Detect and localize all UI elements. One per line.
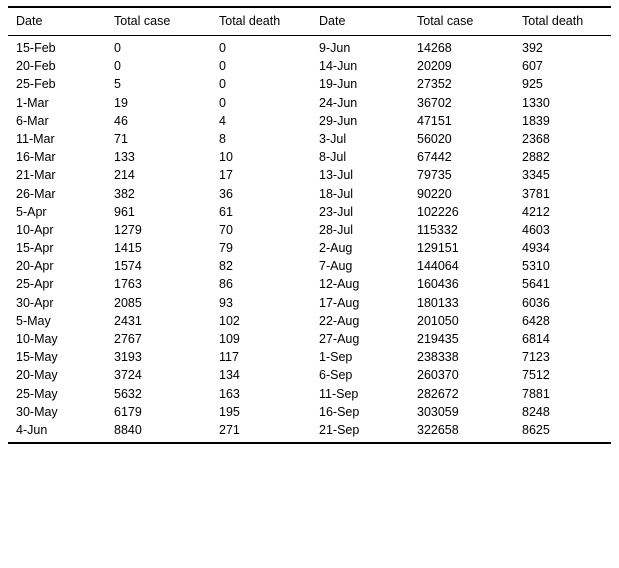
table-cell: 30-May: [16, 404, 58, 419]
table-cell: 7123: [522, 350, 550, 365]
table-cell: 3345: [522, 168, 550, 183]
table-cell: 25-May: [16, 386, 58, 401]
table-cell: 133: [114, 150, 135, 165]
table-cell: 5-May: [16, 313, 51, 328]
table-cell: 3193: [114, 350, 142, 365]
table-cell: 17-Aug: [319, 295, 360, 310]
table-cell: 8: [219, 131, 226, 146]
table-cell: 30-Apr: [16, 295, 54, 310]
table-cell: 1279: [114, 222, 142, 237]
table-row: [8, 148, 611, 166]
table-cell: 2767: [114, 332, 142, 346]
table-cell: 180133: [417, 295, 459, 310]
table-cell: 86: [219, 277, 233, 292]
table-cell: 10-May: [16, 332, 58, 346]
table-cell: 7881: [522, 386, 550, 401]
table-cell: 2882: [522, 150, 550, 165]
table-cell: 214: [114, 168, 135, 183]
table-cell: 5310: [522, 259, 550, 274]
table-cell: 46: [114, 113, 128, 128]
table-cell: 0: [219, 41, 226, 55]
table-cell: 14268: [417, 41, 452, 55]
table-cell: 607: [522, 59, 543, 74]
table-cell: 11-Mar: [16, 131, 55, 146]
covid-case-death-table: [8, 6, 611, 444]
table-cell: 70: [219, 222, 233, 237]
table-cell: 13-Jul: [319, 168, 354, 183]
table-cell: 0: [219, 77, 226, 92]
table-cell: 15-May: [16, 350, 58, 365]
table-row: [8, 384, 611, 402]
table-row: [8, 330, 611, 348]
table-cell: 1574: [114, 259, 142, 274]
column-header-total-death-2: Total death: [514, 7, 611, 36]
table-cell: 6428: [522, 313, 550, 328]
table-row: [8, 112, 611, 130]
table-cell: 6-Mar: [16, 113, 49, 128]
table-row: [8, 348, 611, 366]
table-cell: 0: [114, 41, 121, 55]
table-cell: 3781: [522, 186, 550, 201]
table-cell: 36702: [417, 95, 452, 110]
table-cell: 20-Feb: [16, 59, 56, 74]
table-cell: 102: [219, 313, 240, 328]
table-cell: 14-Jun: [319, 59, 358, 74]
table-cell: 29-Jun: [319, 113, 358, 128]
table-cell: 18-Jul: [319, 186, 354, 201]
table-row: [8, 75, 611, 93]
table-cell: 260370: [417, 368, 459, 383]
table-row: [8, 421, 611, 443]
table-cell: 925: [522, 77, 543, 92]
table-cell: 5632: [114, 386, 142, 401]
table-cell: 22-Aug: [319, 313, 360, 328]
table-cell: 7-Aug: [319, 259, 353, 274]
table-cell: 20-Apr: [16, 259, 54, 274]
table-header: [8, 7, 611, 36]
table-cell: 71: [114, 131, 128, 146]
table-cell: 82: [219, 259, 233, 274]
table-row: [8, 93, 611, 111]
table-cell: 21-Sep: [311, 421, 409, 443]
table-cell: 90220: [417, 186, 452, 201]
table-cell: 10-Apr: [16, 222, 54, 237]
table-cell: 1-Mar: [16, 95, 49, 110]
table-row: [8, 294, 611, 312]
table-cell: 282672: [417, 386, 459, 401]
table-row: [8, 184, 611, 202]
table-row: [8, 312, 611, 330]
column-header-date-2: Date: [311, 7, 409, 36]
table-cell: 392: [522, 41, 543, 55]
table-cell: 322658: [409, 421, 514, 443]
table-row: [8, 57, 611, 75]
table-cell: 195: [219, 404, 240, 419]
table-cell: 3-Jul: [319, 131, 347, 146]
column-header-date-1: Date: [8, 7, 106, 36]
table-cell: 2-Aug: [319, 241, 353, 256]
table-cell: 1415: [114, 241, 142, 256]
table-row: [8, 166, 611, 184]
table-cell: 8840: [106, 421, 211, 443]
table-cell: 1330: [522, 95, 550, 110]
table-cell: 25-Apr: [16, 277, 54, 292]
table-cell: 0: [114, 59, 121, 74]
table-row: [8, 403, 611, 421]
column-header-total-death-1: Total death: [211, 7, 311, 36]
table-cell: 19-Jun: [319, 77, 358, 92]
table-cell: 24-Jun: [319, 95, 358, 110]
table-cell: 5-Apr: [16, 204, 47, 219]
table-cell: 61: [219, 204, 233, 219]
table-row: [8, 221, 611, 239]
table-cell: 117: [219, 350, 239, 365]
table-cell: 1763: [114, 277, 142, 292]
table-cell: 2431: [114, 313, 142, 328]
table-cell: 961: [114, 204, 135, 219]
table-header-row: [8, 7, 611, 36]
table-cell: 201050: [417, 313, 459, 328]
table-cell: 4934: [522, 241, 550, 256]
table-cell: 67442: [417, 150, 452, 165]
table-cell: 109: [219, 332, 240, 346]
table-row: [8, 203, 611, 221]
table-cell: 1-Sep: [319, 350, 353, 365]
table-row: [8, 366, 611, 384]
table-cell: 4: [219, 113, 226, 128]
table-cell: 16-Sep: [319, 404, 360, 419]
table-cell: 10: [219, 150, 233, 165]
table-row: [8, 36, 611, 58]
table-cell: 8248: [522, 404, 550, 419]
table-cell: 16-Mar: [16, 150, 56, 165]
table-cell: 4212: [522, 204, 550, 219]
table-cell: 21-Mar: [16, 168, 56, 183]
table-cell: 15-Feb: [16, 41, 56, 55]
table-cell: 28-Jul: [319, 222, 354, 237]
table-cell: 115332: [417, 222, 458, 237]
table-cell: 17: [219, 168, 233, 183]
table-cell: 26-Mar: [16, 186, 56, 201]
table-cell: 238338: [417, 350, 459, 365]
table-cell: 47151: [417, 113, 452, 128]
table-cell: 160436: [417, 277, 459, 292]
table-cell: 129151: [417, 241, 459, 256]
table-cell: 15-Apr: [16, 241, 54, 256]
table-row: [8, 239, 611, 257]
table-cell: 4-Jun: [8, 421, 106, 443]
table-cell: 27352: [417, 77, 452, 92]
table-cell: 23-Jul: [319, 204, 354, 219]
table-cell: 93: [219, 295, 233, 310]
column-header-total-case-2: Total case: [409, 7, 514, 36]
table-row: [8, 257, 611, 275]
table-cell: 134: [219, 368, 240, 383]
table-cell: 3724: [114, 368, 142, 383]
table-cell: 4603: [522, 222, 550, 237]
table-cell: 5: [114, 77, 121, 92]
table-cell: 6-Sep: [319, 368, 353, 383]
table-cell: 1839: [522, 113, 550, 128]
table-cell: 8625: [514, 421, 611, 443]
table-cell: 8-Jul: [319, 150, 347, 165]
table-cell: 6036: [522, 295, 550, 310]
table-cell: 12-Aug: [319, 277, 360, 292]
table-cell: 2368: [522, 131, 550, 146]
table-cell: 27-Aug: [319, 332, 360, 346]
table-cell: 0: [219, 95, 226, 110]
table-cell: 144064: [417, 259, 459, 274]
table-cell: 303059: [417, 404, 459, 419]
column-header-total-case-1: Total case: [106, 7, 211, 36]
table-cell: 163: [219, 386, 240, 401]
table-cell: 36: [219, 186, 233, 201]
table-cell: 6814: [522, 332, 550, 346]
table-cell: 20-May: [16, 368, 58, 383]
table-cell: 219435: [417, 332, 459, 346]
table-cell: 7512: [522, 368, 550, 383]
table-cell: 79: [219, 241, 233, 256]
table-cell: 0: [219, 59, 226, 74]
table-cell: 102226: [417, 204, 459, 219]
table-cell: 5641: [522, 277, 550, 292]
data-table-container: [8, 6, 611, 444]
table-cell: 19: [114, 95, 128, 110]
table-cell: 2085: [114, 295, 142, 310]
table-cell: 9-Jun: [319, 41, 351, 55]
table-row: [8, 275, 611, 293]
table-cell: 79735: [417, 168, 452, 183]
table-cell: 56020: [417, 131, 452, 146]
table-cell: 25-Feb: [16, 77, 56, 92]
table-cell: 20209: [417, 59, 452, 74]
table-cell: 271: [211, 421, 311, 443]
table-cell: 6179: [114, 404, 142, 419]
table-cell: 382: [114, 186, 135, 201]
table-cell: 11-Sep: [319, 386, 359, 401]
table-row: [8, 130, 611, 148]
table-body: [8, 36, 611, 443]
